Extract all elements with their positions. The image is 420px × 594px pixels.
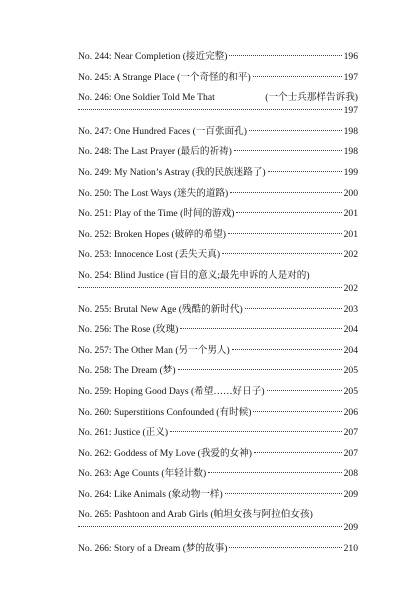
leader-dots <box>249 130 342 131</box>
toc-entry-248[interactable] <box>78 145 358 158</box>
leader-dots <box>78 109 342 110</box>
entry-title: No. 257: The Other Man (另一个男人) <box>78 344 230 356</box>
leader-dots <box>78 287 342 288</box>
entry-title: No. 251: Play of the Time (时间的游戏) <box>78 208 235 220</box>
leader-dots <box>230 192 341 193</box>
leader-dots <box>253 76 342 77</box>
entry-title: No. 252: Broken Hopes (破碎的希望) <box>78 228 226 240</box>
toc-entry-244[interactable] <box>78 50 358 63</box>
page-number: 202 <box>343 282 358 294</box>
entry-title: No. 244: Near Completion (接近完整) <box>78 51 228 62</box>
page-number: 209 <box>343 488 358 500</box>
leader-dots <box>222 253 342 254</box>
leader-dots <box>180 328 341 329</box>
leader-dots <box>232 349 342 350</box>
page-number: 209 <box>343 522 358 534</box>
toc-entry-263[interactable] <box>78 467 358 480</box>
toc-entry-250[interactable] <box>78 187 358 200</box>
page-number: 204 <box>343 344 358 356</box>
leader-dots <box>245 308 342 309</box>
entry-title: No. 265: Pashtoon and Arab Girls (帕坦女孩与阿拉伯女孩) <box>78 509 313 521</box>
toc-entry-254[interactable] <box>78 269 358 295</box>
entry-title: No. 263: Age Counts (年轻计数) <box>78 468 207 480</box>
toc-entry-264[interactable] <box>78 488 358 501</box>
leader-dots <box>254 452 342 453</box>
table-of-contents <box>78 50 358 563</box>
page-number: 204 <box>343 324 358 336</box>
toc-entry-266[interactable] <box>78 542 358 555</box>
leader-dots <box>208 472 341 473</box>
page-number: 198 <box>343 125 358 137</box>
leader-dots <box>228 233 342 234</box>
toc-entry-262[interactable] <box>78 447 358 460</box>
entry-title: No. 250: The Lost Ways (迷失的道路) <box>78 187 229 199</box>
leader-dots <box>253 411 341 412</box>
page-number: 201 <box>343 228 358 240</box>
page-number: 197 <box>343 71 358 83</box>
page-number: 205 <box>343 365 358 377</box>
entry-title: No. 248: The Last Prayer (最后的祈祷) <box>78 146 232 158</box>
toc-entry-258[interactable] <box>78 364 358 377</box>
leader-dots <box>225 493 342 494</box>
page-number: 210 <box>343 543 358 555</box>
leader-dots <box>78 526 342 527</box>
page-number: 200 <box>343 187 358 199</box>
toc-entry-260[interactable] <box>78 406 358 419</box>
page-number: 201 <box>343 208 358 220</box>
toc-entry-249[interactable] <box>78 166 358 179</box>
leader-dots <box>236 212 341 213</box>
entry-title: No. 260: Superstitions Confounded (有时候) <box>78 406 252 418</box>
entry-title: No. 256: The Rose (玫瑰) <box>78 324 179 336</box>
entry-title: No. 255: Brutal New Age (残酷的新时代) <box>78 303 243 315</box>
page-number: 202 <box>343 249 358 261</box>
toc-entry-251[interactable] <box>78 207 358 220</box>
toc-entry-256[interactable] <box>78 323 358 336</box>
page-number: 197 <box>343 105 358 117</box>
leader-dots <box>229 55 341 56</box>
leader-dots <box>267 390 342 391</box>
leader-dots <box>170 431 342 432</box>
entry-title: No. 245: A Strange Place (一个奇怪的和平) <box>78 71 251 83</box>
entry-title-cn: (一个士兵那样告诉我) <box>265 92 358 104</box>
entry-title: No. 258: The Dream (梦) <box>78 365 176 377</box>
toc-entry-252[interactable] <box>78 228 358 241</box>
entry-title: No. 254: Blind Justice (盲目的意义;最先申诉的人是对的) <box>78 269 310 281</box>
entry-title: No. 264: Like Animals (象动物一样) <box>78 488 223 500</box>
toc-entry-246[interactable] <box>78 91 358 117</box>
entry-title: No. 249: My Nation’s Astray (我的民族迷路了) <box>78 166 266 178</box>
toc-entry-259[interactable] <box>78 385 358 398</box>
toc-entry-257[interactable] <box>78 344 358 357</box>
leader-dots <box>234 150 342 151</box>
page-number: 206 <box>343 406 358 418</box>
toc-entry-253[interactable] <box>78 248 358 261</box>
entry-title: No. 261: Justice (正义) <box>78 427 169 439</box>
toc-entry-255[interactable] <box>78 303 358 316</box>
leader-dots <box>268 171 342 172</box>
leader-dots <box>178 369 342 370</box>
page-number: 207 <box>343 427 358 439</box>
page-number: 207 <box>343 447 358 459</box>
page-number: 203 <box>343 303 358 315</box>
leader-dots <box>229 547 341 548</box>
page-number: 205 <box>343 385 358 397</box>
entry-title: No. 246: One Soldier Told Me That <box>78 92 215 104</box>
page-number: 198 <box>343 146 358 158</box>
entry-title: No. 259: Hoping Good Days (希望……好日子) <box>78 385 265 397</box>
entry-title: No. 253: Innocence Lost (丢失天真) <box>78 249 221 261</box>
page-number: 196 <box>343 51 358 62</box>
toc-entry-247[interactable] <box>78 125 358 138</box>
page-number: 208 <box>343 468 358 480</box>
page-number: 199 <box>343 166 358 178</box>
entry-title: No. 262: Goddess of My Love (我爱的女神) <box>78 447 253 459</box>
entry-title: No. 247: One Hundred Faces (一百张面孔) <box>78 125 247 137</box>
toc-entry-261[interactable] <box>78 426 358 439</box>
toc-entry-265[interactable] <box>78 508 358 534</box>
toc-entry-245[interactable] <box>78 71 358 84</box>
entry-title: No. 266: Story of a Dream (梦的故事) <box>78 543 228 555</box>
